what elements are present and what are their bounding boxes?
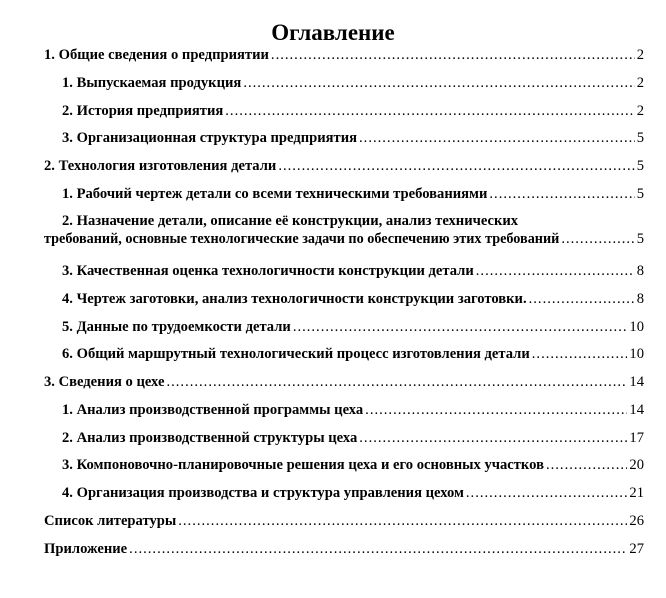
toc-entry-page: 5: [636, 186, 644, 202]
toc-entry[interactable]: [62, 484, 644, 502]
dot-leader: [129, 540, 627, 558]
toc-entry-label: 3. Компоновочно-планировочные решения цеха и его основных участков: [62, 457, 544, 473]
toc-entry-label: 3. Сведения о цехе: [44, 374, 165, 390]
toc-entry-page: 2: [636, 75, 644, 91]
toc-entry[interactable]: [62, 129, 644, 147]
toc-entry-label: 4. Организация производства и структура управления цехом: [62, 485, 464, 501]
toc-entry[interactable]: [62, 429, 644, 447]
toc-entry[interactable]: [62, 290, 644, 308]
dot-leader: [178, 512, 627, 530]
toc-entry-page: 10: [629, 346, 644, 362]
toc-entry[interactable]: [62, 102, 644, 120]
toc-entry-page: 5: [636, 231, 644, 247]
dot-leader: [365, 401, 627, 419]
toc-entry-label: 1. Выпускаемая продукция: [62, 75, 242, 91]
toc-entry[interactable]: [62, 318, 644, 336]
toc-entry[interactable]: [44, 157, 644, 175]
dot-leader: [243, 74, 634, 92]
toc-entry-page: 17: [629, 430, 644, 446]
dot-leader: [166, 373, 627, 391]
dot-leader: [359, 129, 635, 147]
toc-entry-page: 8: [636, 263, 644, 279]
toc-entry-page: 8: [636, 291, 644, 307]
dot-leader: [529, 290, 635, 308]
toc-entry[interactable]: [62, 345, 644, 363]
toc-entry-page: 10: [629, 319, 644, 335]
toc-entry[interactable]: [62, 401, 644, 419]
dot-leader: [278, 157, 634, 175]
toc-entry[interactable]: [62, 185, 644, 203]
toc-entry[interactable]: [44, 512, 644, 530]
dot-leader: [476, 262, 635, 280]
toc-entry-page: 20: [629, 457, 644, 473]
toc-entry[interactable]: [44, 212, 644, 248]
dot-leader: [466, 484, 628, 502]
toc-entry-page: 5: [636, 158, 644, 174]
toc-entry[interactable]: [62, 456, 644, 474]
toc-entry-label: Приложение: [44, 541, 128, 557]
toc-entry[interactable]: [44, 373, 644, 391]
toc-entry-page: 26: [629, 513, 644, 529]
toc-entry-page: 2: [636, 103, 644, 119]
toc-entry-label: 1. Рабочий чертеж детали со всеми техническими требованиями: [62, 186, 488, 202]
dot-leader: [271, 46, 635, 64]
toc-entry[interactable]: [62, 262, 644, 280]
toc-title: Оглавление: [271, 20, 395, 45]
toc-entry-label-continued: требований, основные технологические задачи по обеспечению этих требований: [44, 231, 560, 247]
toc-entry-label: 2. Технология изготовления детали: [44, 158, 277, 174]
dot-leader: [359, 429, 627, 447]
toc-entry-label: 2. Назначение детали, описание её конструкции, анализ технических: [62, 213, 519, 229]
toc-entry[interactable]: [62, 74, 644, 92]
toc-entry-label: Список литературы: [44, 513, 177, 529]
dot-leader: [489, 185, 634, 203]
toc-entry-page: 27: [629, 541, 644, 557]
toc-entry-page: 2: [636, 47, 644, 63]
toc-entry-page: 21: [629, 485, 644, 501]
toc-entry-label: 1. Общие сведения о предприятии: [44, 47, 269, 63]
toc-entry-label: 1. Анализ производственной программы цеха: [62, 402, 364, 418]
toc-entry-page: 5: [636, 130, 644, 146]
dot-leader: [532, 345, 628, 363]
toc-entry-page: 14: [629, 374, 644, 390]
toc-entry-label: 2. Анализ производственной структуры цеха: [62, 430, 358, 446]
toc-entry-label: 5. Данные по трудоемкости детали: [62, 319, 291, 335]
toc-entry-label: 2. История предприятия: [62, 103, 224, 119]
dot-leader: [546, 456, 627, 474]
toc-entry[interactable]: [44, 46, 644, 64]
toc-entry-page: 14: [629, 402, 644, 418]
toc-entry-label: 4. Чертеж заготовки, анализ технологичности конструкции заготовки.: [62, 291, 527, 307]
dot-leader: [293, 318, 628, 336]
toc-entry[interactable]: [44, 540, 644, 558]
toc-entry-label: 3. Качественная оценка технологичности конструкции детали: [62, 263, 474, 279]
toc-entry-label: 3. Организационная структура предприятия: [62, 130, 358, 146]
toc-entry-label: 6. Общий маршрутный технологический процесс изготовления детали: [62, 346, 530, 362]
dot-leader: [225, 102, 634, 120]
dot-leader: [561, 230, 634, 248]
